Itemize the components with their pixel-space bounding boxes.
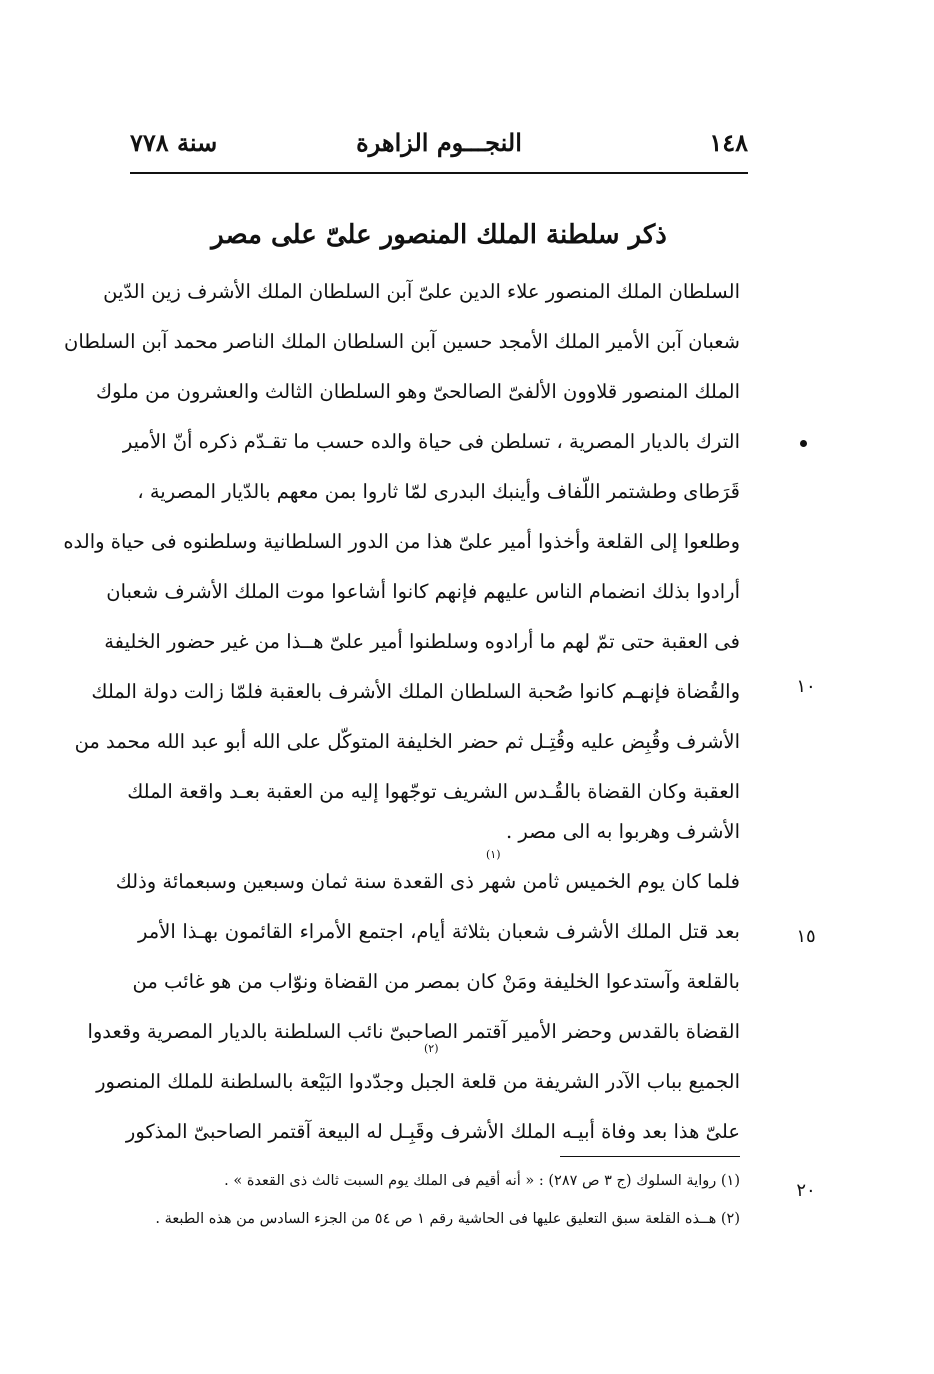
body-line: الأشرف وهربوا به الى مصر .: [505, 820, 740, 843]
body-line: أرادوا بذلك انضمام الناس عليهم فإنهم كانوا أشاعوا موت الملك الأشرف شعبان: [106, 580, 740, 603]
body-line: القضاة بالقدس وحضر الأمير آقتمر الصاحبىّ نائب السلطنة بالديار المصرية وقعدوا: [87, 1020, 740, 1043]
margin-line-marker-5: [800, 440, 807, 447]
body-line: علىّ هذا بعد وفاة أبيـه الملك الأشرف وقَبِـل له البيعة آقتمر الصاحبىّ المذكور: [125, 1120, 740, 1143]
body-line: بعد قتل الملك الأشرف شعبان بثلاثة أيام، اجتمع الأمراء القائمون بهـذا الأمر: [138, 920, 740, 943]
section-title: ذكر سلطنة الملك المنصور علىّ على مصر: [211, 220, 667, 250]
footnote-mark-1: (١): [486, 848, 501, 861]
body-line: الترك بالديار المصرية ، تسلطن فى حياة والده حسب ما تقـدّم ذكره أنّ الأمير: [122, 430, 740, 453]
header-year: سنة ٧٧٨: [130, 128, 218, 157]
book-title: النجـــوم الزاهرة: [356, 128, 522, 157]
body-line: شعبان آبن الأمير الملك الأمجد حسين آبن السلطان الملك الناصر محمد آبن السلطان: [64, 330, 740, 353]
footnote: (٢) هــذه القلعة سبق التعليق عليها فى الحاشية رقم ١ ص ٥٤ من الجزء السادس من هذه الطبعة .: [155, 1211, 740, 1227]
body-line: وطلعوا إلى القلعة وأخذوا أمير علىّ هذا من الدور السلطانية وسلطنوه فى حياة والده: [63, 530, 740, 553]
body-line: فلما كان يوم الخميس ثامن شهر ذى القعدة سنة ثمان وسبعين وسبعمائة وذلك: [115, 870, 740, 893]
body-line: السلطان الملك المنصور علاء الدين علىّ آبن السلطان الملك الأشرف زين الدّين: [103, 280, 740, 303]
margin-line-number-20: ٢٠: [796, 1180, 816, 1201]
body-line: العقبة وكان القضاة بالقُـدس الشريف توجّهوا إليه من العقبة بعـد واقعة الملك: [127, 780, 740, 803]
margin-line-number-10: ١٠: [796, 676, 816, 697]
page-number: ١٤٨: [709, 128, 748, 157]
body-line: بالقلعة وآستدعوا الخليفة ومَنْ كان بمصر من القضاة ونوّاب من هو غائب من: [132, 970, 740, 993]
footnote: (١) رواية السلوك (ج ٣ ص ٢٨٧) : « أنه أقيم فى الملك يوم السبت ثالث ذى القعدة » .: [224, 1173, 740, 1189]
footnote-rule: [560, 1156, 740, 1157]
body-line: الأشرف وقُبِض عليه وقُتِـل ثم حضر الخليفة المتوكّل على الله أبو عبد الله محمد من: [74, 730, 740, 753]
body-line: الملك المنصور قلاوون الألفىّ الصالحىّ وهو السلطان الثالث والعشرون من ملوك: [95, 380, 740, 403]
header-rule: [130, 172, 748, 174]
footnote-mark-2: (٢): [424, 1042, 439, 1055]
body-line: قَرَطاى وطشتمر اللّفاف وأينبك البدرى لمّا ثاروا بمن معهم بالدّيار المصرية ،: [137, 480, 740, 503]
body-line: فى العقبة حتى تمّ لهم ما أرادوه وسلطنوا أمير علىّ هــذا من غير حضور الخليفة: [104, 630, 740, 653]
body-line: والقُضاة فإنهـم كانوا صُحبة السلطان الملك الأشرف بالعقبة فلمّا زالت دولة الملك: [91, 680, 740, 703]
running-header: [130, 128, 748, 168]
margin-line-number-15: ١٥: [796, 926, 816, 947]
body-line: الجميع بباب الآدر الشريفة من قلعة الجبل وجدّدوا البَيْعة بالسلطنة للملك المنصور: [96, 1070, 740, 1093]
